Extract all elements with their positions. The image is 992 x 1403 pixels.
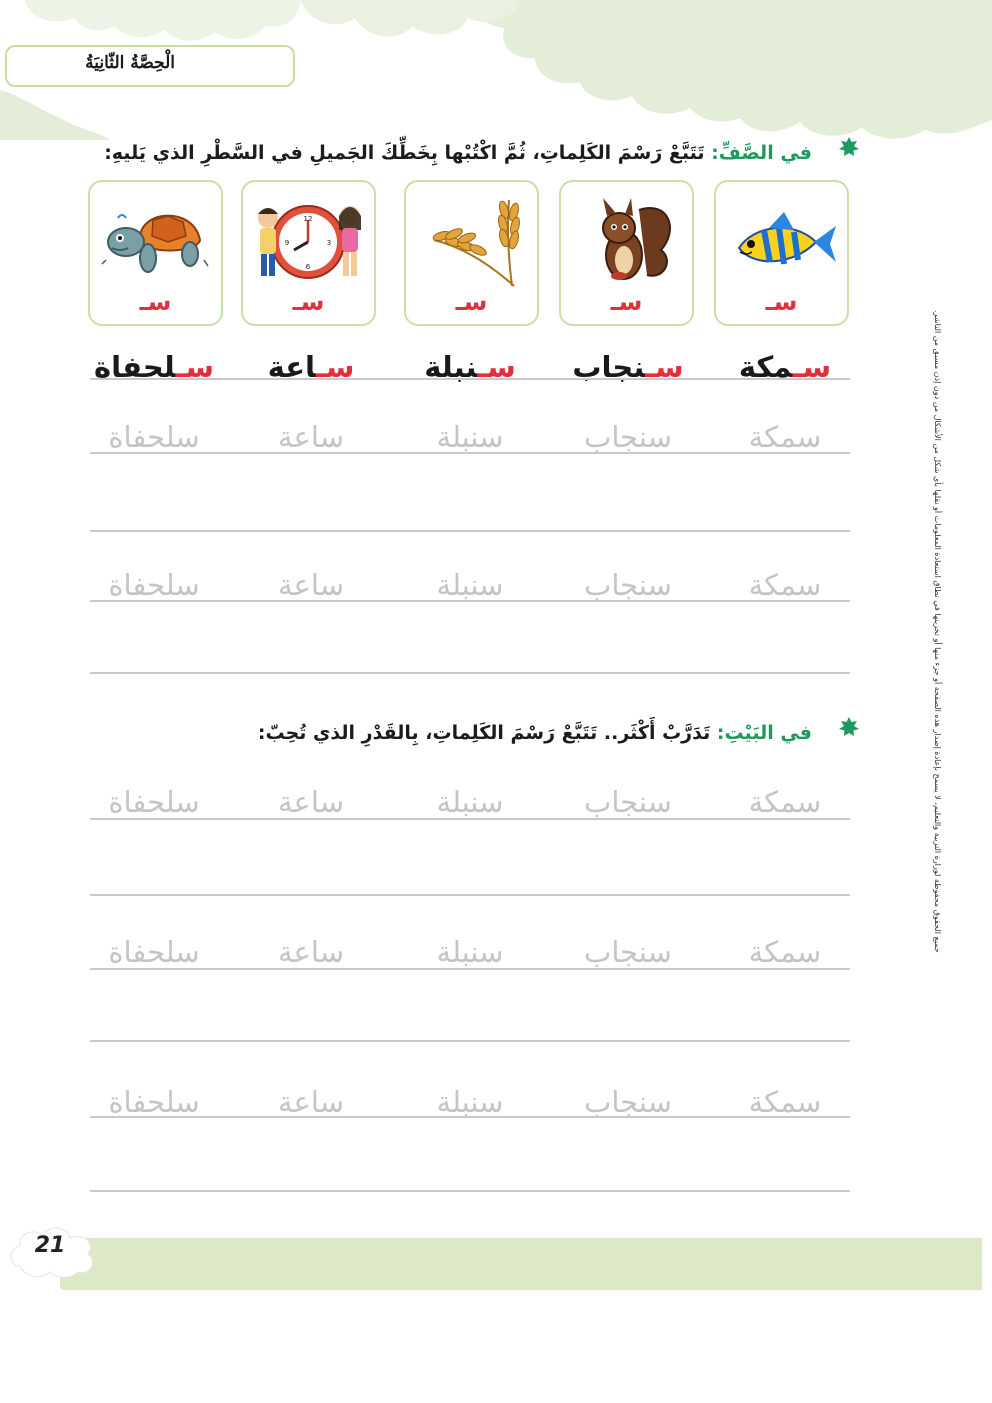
trace-word-sunbula: سنبلة (436, 1085, 504, 1119)
trace-word-sulahfa: سلحفاة (108, 785, 200, 819)
svg-text:6: 6 (305, 263, 311, 271)
svg-text:3: 3 (326, 239, 332, 247)
trace-word-sunbula: سنبلة (436, 785, 504, 819)
trace-word-saa: ساعة (278, 420, 344, 454)
model-word-sunbula: سـنبلة (424, 350, 516, 384)
fish-icon (724, 190, 839, 290)
guide-line (90, 818, 850, 820)
footer-band (60, 1238, 982, 1290)
class-instruction-text: تَتَبَّعْ رَسْمَ الكَلِماتِ، ثُمَّ اكْتُبْها بِخَطِّكَ الجَميلِ في السَّطْرِ الذي يَليهِ: (104, 142, 705, 164)
turtle-icon (98, 190, 213, 290)
trace-word-samaka: سمكة (748, 935, 822, 969)
class-instruction (104, 142, 812, 164)
trace-word-sinjab: سنجاب (584, 935, 672, 969)
picture-card-wheat (404, 180, 539, 326)
writing-line (90, 894, 850, 896)
trace-word-saa: ساعة (278, 568, 344, 602)
wheat-icon (414, 190, 529, 290)
home-instruction-text: تَدَرَّبْ أَكْثَر.. تَتَبَّعْ رَسْمَ الكَلِماتِ، بِالقَدْرِ الذي تُحِبّ: (257, 722, 711, 744)
trace-word-sinjab: سنجاب (584, 568, 672, 602)
copyright-side-note: جميع الحقوق محفوظة لوزارة التربية والتعليم، لا يسمح بإعادة إصدار هذه الصفحة أو جزء منها أو تخزينها في نطاق استعادة المعلومات أو نقلها بأي شكل من الأشكال من دون إذن مسبق من الناشر. (933, 310, 942, 953)
trace-word-samaka: سمكة (748, 568, 822, 602)
trace-word-samaka: سمكة (748, 1085, 822, 1119)
model-word-sinjab: سـنجاب (572, 350, 684, 384)
home-instruction (258, 722, 812, 744)
star-bullet-icon (838, 136, 860, 158)
writing-line (90, 1190, 850, 1192)
picture-letter: سـ (610, 288, 643, 316)
guide-line (90, 1116, 850, 1118)
page-number: 21 (34, 1233, 66, 1258)
model-word-samaka: سـمكة (738, 350, 832, 384)
session-title-box (5, 45, 295, 87)
writing-line (90, 530, 850, 532)
writing-line (90, 672, 850, 674)
trace-word-sulahfa: سلحفاة (108, 935, 200, 969)
picture-card-squirrel (559, 180, 694, 326)
picture-letter: سـ (292, 288, 325, 316)
trace-word-sinjab: سنجاب (584, 420, 672, 454)
trace-word-sulahfa: سلحفاة (108, 1085, 200, 1119)
svg-text:12: 12 (303, 215, 313, 223)
guide-line (90, 968, 850, 970)
trace-word-sinjab: سنجاب (584, 785, 672, 819)
clock-icon (251, 190, 366, 290)
squirrel-icon (569, 190, 684, 290)
picture-card-turtle (88, 180, 223, 326)
picture-card-fish (714, 180, 849, 326)
writing-line (90, 1040, 850, 1042)
trace-word-sulahfa: سلحفاة (108, 420, 200, 454)
star-bullet-icon (838, 716, 860, 738)
svg-text:9: 9 (284, 239, 290, 247)
trace-word-saa: ساعة (278, 935, 344, 969)
home-instruction-lead: في البَيْتِ: (710, 722, 812, 744)
picture-card-clock (241, 180, 376, 326)
trace-word-saa: ساعة (278, 785, 344, 819)
picture-letter: سـ (139, 288, 172, 316)
guide-line (90, 378, 850, 380)
guide-line (90, 600, 850, 602)
session-title: الْحِصَّةُ الثّانِيَةُ (85, 53, 175, 73)
trace-word-sunbula: سنبلة (436, 568, 504, 602)
picture-letter: سـ (765, 288, 798, 316)
model-word-saa: سـاعة (267, 350, 355, 384)
guide-line (90, 452, 850, 454)
class-instruction-lead: في الصَّفِّ: (704, 142, 812, 164)
trace-word-sinjab: سنجاب (584, 1085, 672, 1119)
trace-word-sunbula: سنبلة (436, 935, 504, 969)
trace-word-sunbula: سنبلة (436, 420, 504, 454)
model-word-sulahfa: سـلحفاة (93, 350, 215, 384)
trace-word-samaka: سمكة (748, 420, 822, 454)
picture-letter: سـ (455, 288, 488, 316)
trace-word-sulahfa: سلحفاة (108, 568, 200, 602)
trace-word-samaka: سمكة (748, 785, 822, 819)
trace-word-saa: ساعة (278, 1085, 344, 1119)
